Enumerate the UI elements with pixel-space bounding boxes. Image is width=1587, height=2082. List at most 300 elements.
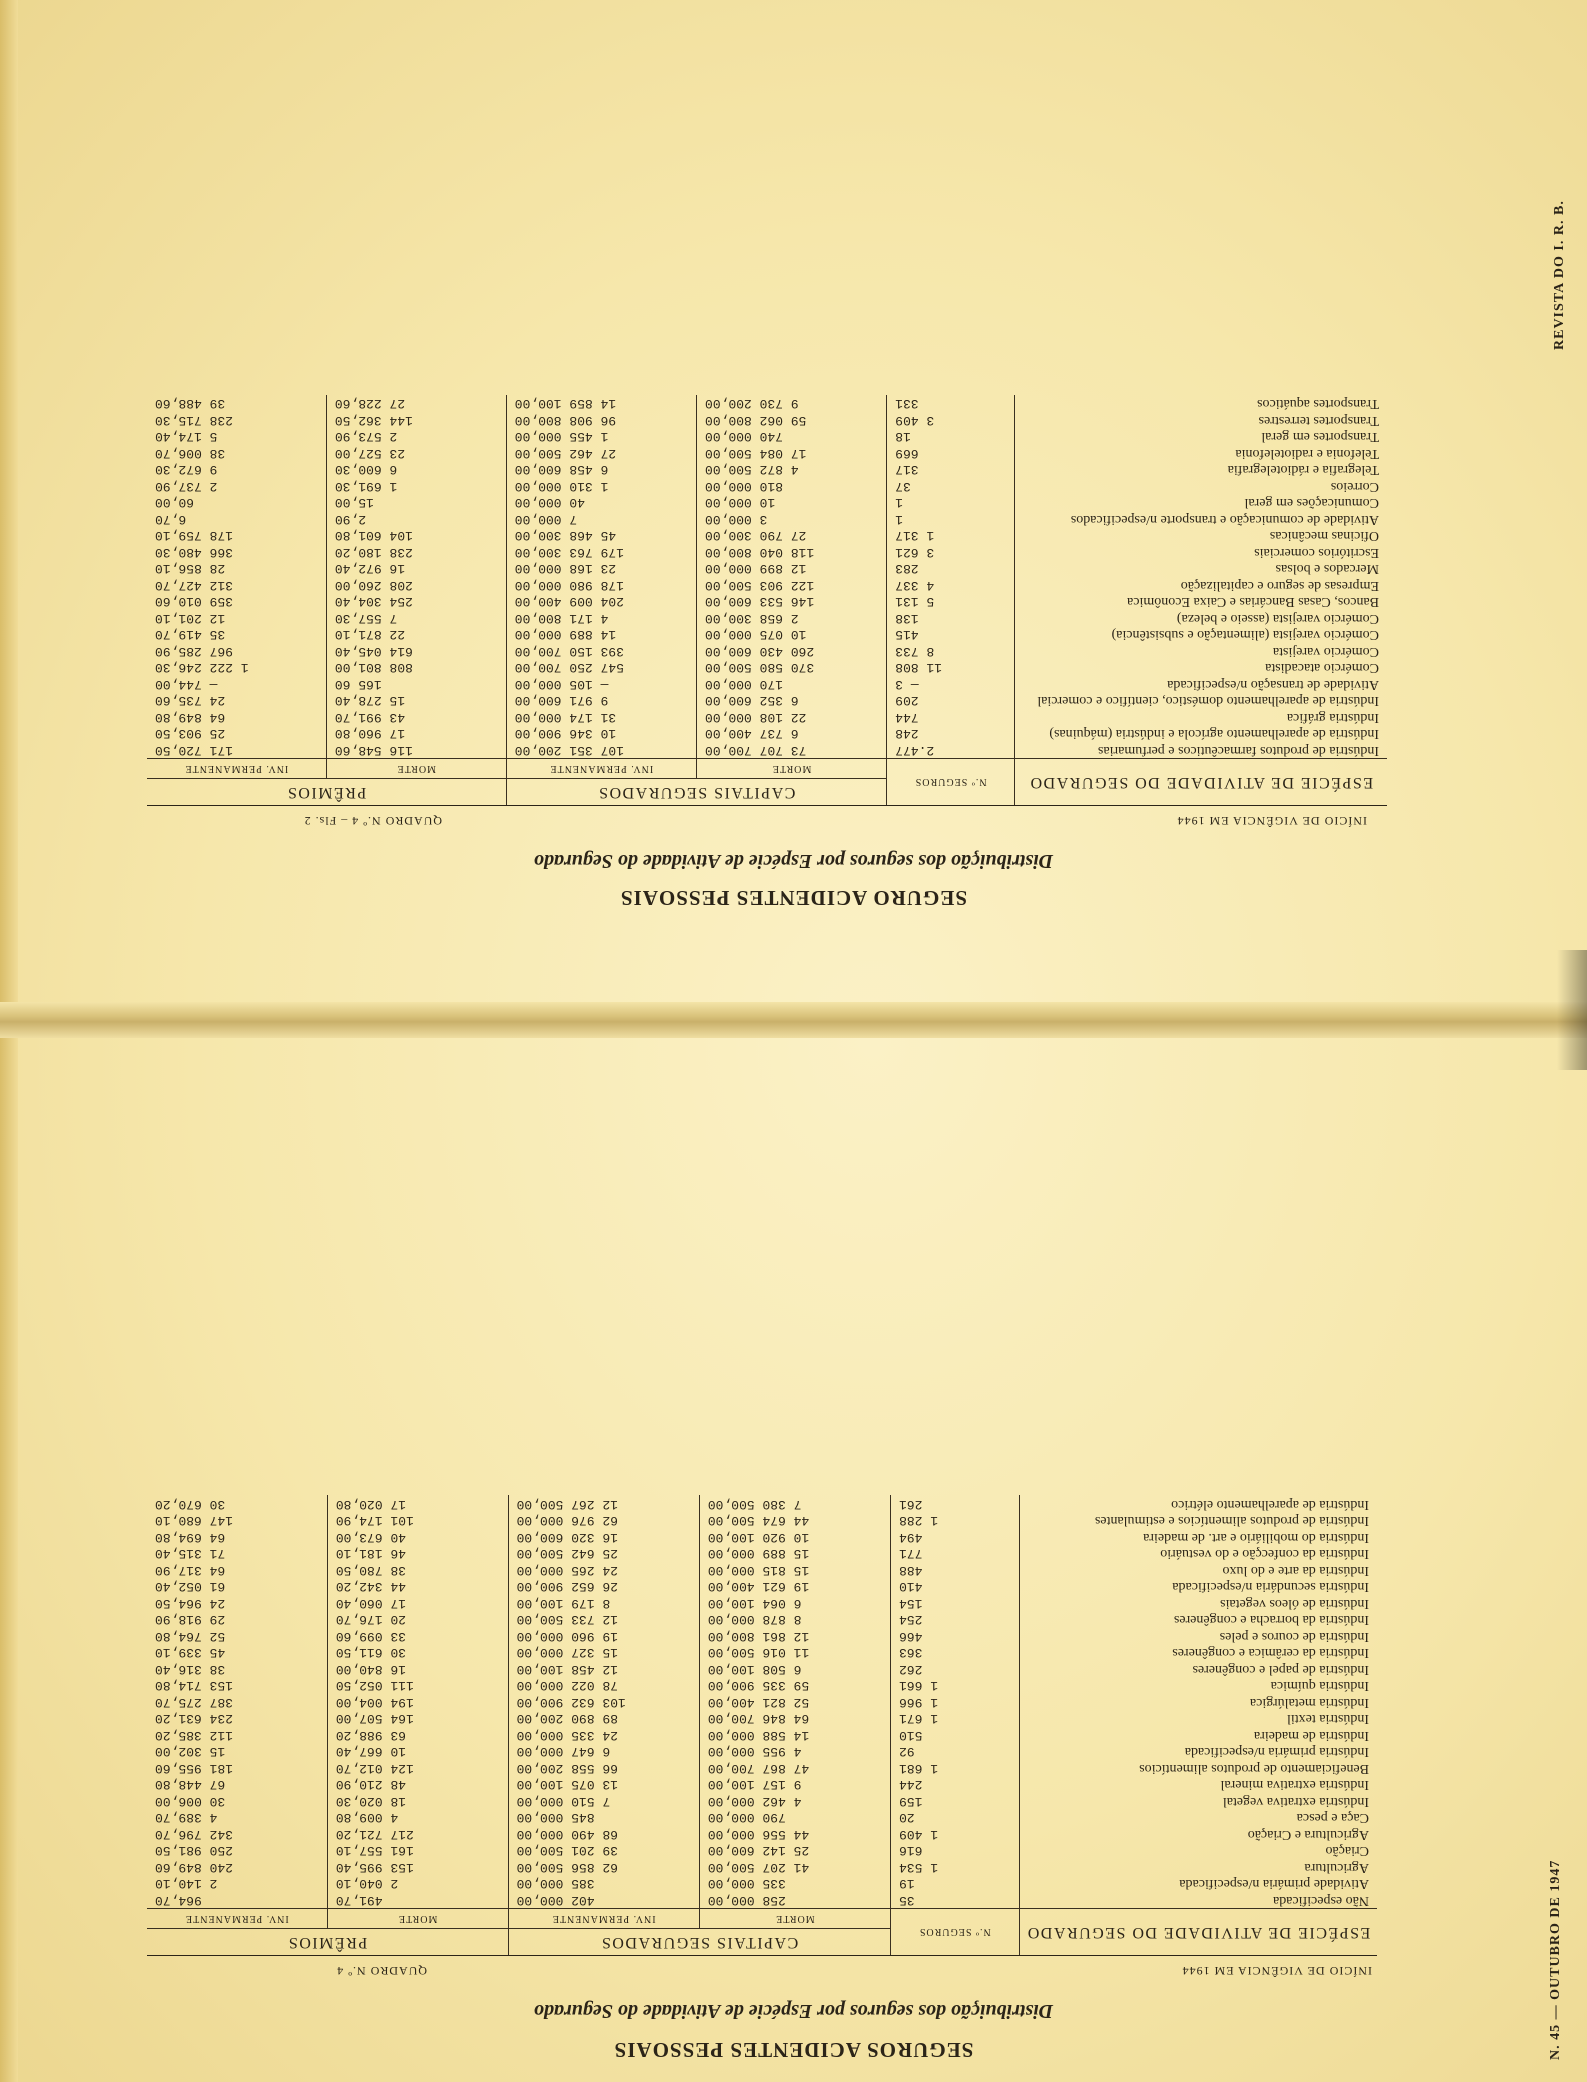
table-cell-cap-morte: 64 846 700,00 xyxy=(699,1710,890,1727)
table-cell-pr-morte: 1 691,30 xyxy=(326,478,506,495)
table-cell-cap-morte: 790 000,00 xyxy=(699,1809,890,1826)
table-cell-n: 35 xyxy=(891,1892,1020,1909)
table-cell-cap-inv: 26 652 900,00 xyxy=(508,1578,699,1595)
table-cell-pr-inv: 39 488,60 xyxy=(147,395,326,412)
col-header-morte: MORTE xyxy=(327,1909,508,1929)
table-row xyxy=(147,1710,1377,1727)
quadro-label: QUADRO N.º 4 – Fls. 2 xyxy=(303,814,442,828)
table-cell-name: Indústria de papel e congêneres xyxy=(1192,1662,1369,1677)
table-row xyxy=(147,1892,1377,1909)
table-cell-name: Indústria de óleos vegetais xyxy=(1220,1596,1369,1611)
table-row xyxy=(147,1793,1377,1810)
table-cell-pr-morte: 614 045,40 xyxy=(326,643,506,660)
table-cell-name: Indústria secundária n/especificada xyxy=(1172,1579,1369,1595)
table-cell-n: 262 xyxy=(891,1661,1020,1678)
table-cell-cap-morte: 11 016 500,00 xyxy=(699,1644,890,1661)
page-title: SEGUROS ACIDENTES PESSOAIS xyxy=(613,2038,974,2062)
table-cell-cap-inv: 62 856 500,00 xyxy=(508,1859,699,1876)
table-cell-cap-morte: 6 064 100,00 xyxy=(699,1595,890,1612)
table-cell-n: 4 337 xyxy=(887,577,1015,594)
table-cell-cap-inv: 15 327 000,00 xyxy=(508,1644,699,1661)
table-cell-pr-inv: 64 849,80 xyxy=(147,709,326,726)
table-cell-n: 744 xyxy=(887,709,1015,726)
table-cell-pr-inv: 964,70 xyxy=(147,1892,327,1909)
table-row xyxy=(147,1842,1377,1859)
table-cell-cap-inv: 178 980 000,00 xyxy=(506,577,696,594)
table-cell-name: Beneficiamento de produtos alimentícios xyxy=(1139,1761,1369,1776)
table-row xyxy=(147,428,1387,445)
col-header-n-seguros: N.º SEGUROS xyxy=(887,759,1015,806)
table-cell-cap-inv: 19 960 000,00 xyxy=(508,1628,699,1645)
book-gutter xyxy=(0,1002,1587,1038)
table-cell-cap-morte: 44 556 000,00 xyxy=(699,1826,890,1843)
table-body xyxy=(147,395,1387,759)
table-row xyxy=(147,692,1387,709)
table-row xyxy=(147,412,1387,429)
table-cell-n: 1 317 xyxy=(887,527,1015,544)
table-row xyxy=(147,1595,1377,1612)
table-cell-pr-inv: 147 680,10 xyxy=(147,1512,327,1529)
table-cell-n: 3 621 xyxy=(887,544,1015,561)
table-row xyxy=(147,527,1387,544)
table-cell-cap-morte: 22 108 000,00 xyxy=(696,709,886,726)
table-cell-cap-inv: — 105 000,00 xyxy=(506,676,696,693)
table-cell-cap-inv: 204 009 400,00 xyxy=(506,593,696,610)
table-cell-cap-inv: 16 320 600,00 xyxy=(508,1529,699,1546)
table-cell-name: Indústria primária n/especificada xyxy=(1184,1744,1369,1760)
table-cell-n: 1 681 xyxy=(891,1760,1020,1777)
table-cell-name: Escritórios comerciais xyxy=(1254,545,1379,560)
table-cell-pr-morte: 165 60 xyxy=(326,676,506,693)
table-row xyxy=(147,511,1387,528)
table-row xyxy=(147,560,1387,577)
table-cell-name: Indústria de aparelhamento elétrico xyxy=(1171,1497,1369,1512)
table-cell-pr-morte: 208 260,00 xyxy=(326,577,506,594)
table-cell-cap-morte: 73 707 700,00 xyxy=(696,742,886,759)
table-cell-pr-morte: 491,70 xyxy=(327,1892,508,1909)
table-cell-n: 317 xyxy=(887,461,1015,478)
table-cell-pr-inv: 250 981,50 xyxy=(147,1842,327,1859)
table-cell-pr-inv: 45 339,10 xyxy=(147,1644,327,1661)
table-cell-name: Comunicações em geral xyxy=(1244,495,1379,511)
table-cell-cap-morte: 10 000,00 xyxy=(696,494,886,511)
table-cell-pr-morte: 104 601,80 xyxy=(326,527,506,544)
table-cell-pr-inv: 240 849,60 xyxy=(147,1859,327,1876)
table-cell-name: Não especificada xyxy=(1273,1893,1369,1908)
page-subtitle: Distribuição dos seguros por Espécie de Atividade do Segurado xyxy=(533,2000,1054,2022)
table-cell-pr-inv: 234 631,20 xyxy=(147,1710,327,1727)
table-cell-pr-morte: 194 004,00 xyxy=(327,1694,508,1711)
table-cell-pr-inv: 30 006,00 xyxy=(147,1793,327,1810)
table-cell-pr-morte: 238 180,20 xyxy=(326,544,506,561)
table-cell-n: 2.477 xyxy=(887,742,1015,759)
table-cell-pr-inv: 171 720,50 xyxy=(147,742,326,759)
table-cell-pr-inv: 24 735,60 xyxy=(147,692,326,709)
table-cell-n: 11 808 xyxy=(887,659,1015,676)
table-cell-name: Indústria de madeira xyxy=(1253,1728,1369,1743)
table-cell-pr-morte: 217 721,20 xyxy=(327,1826,508,1843)
table-cell-pr-morte: 27 228,60 xyxy=(326,395,506,412)
table-row xyxy=(147,643,1387,660)
table-cell-cap-inv: 78 022 000,00 xyxy=(508,1677,699,1694)
table-cell-cap-morte: 19 621 400,00 xyxy=(699,1578,890,1595)
running-head-issue: N. 45 — OUTUBRO DE 1947 xyxy=(1548,1859,1563,2060)
table-row xyxy=(147,1760,1377,1777)
table-cell-pr-morte: 23 527,00 xyxy=(326,445,506,462)
table-cell-cap-morte: 6 508 100,00 xyxy=(699,1661,890,1678)
table-cell-cap-morte: 8 878 000,00 xyxy=(699,1611,890,1628)
table-cell-pr-morte: 2,90 xyxy=(326,511,506,528)
table-cell-cap-inv: 4 171 800,00 xyxy=(506,610,696,627)
table-cell-pr-morte: 40 673,00 xyxy=(327,1529,508,1546)
table-cell-pr-morte: 17 020,80 xyxy=(327,1496,508,1513)
table-cell-pr-inv: 38 316,40 xyxy=(147,1661,327,1678)
page-title: SEGURO ACIDENTES PESSOAIS xyxy=(619,886,968,910)
table-cell-cap-inv: 31 174 000,00 xyxy=(506,709,696,726)
table-cell-pr-inv: 64 317,90 xyxy=(147,1562,327,1579)
vigencia-label: INÍCIO DE VIGÊNCIA EM 1944 xyxy=(1176,814,1367,828)
table-cell-n: 488 xyxy=(891,1562,1020,1579)
table-cell-pr-inv: 238 715,30 xyxy=(147,412,326,429)
table-cell-cap-morte: 59 335 900,00 xyxy=(699,1677,890,1694)
table-cell-name: Indústria extrativa vegetal xyxy=(1222,1794,1369,1809)
table-cell-n: 1 534 xyxy=(891,1859,1020,1876)
table-cell-cap-morte: 260 430 600,00 xyxy=(696,643,886,660)
table-cell-pr-inv: 60,00 xyxy=(147,494,326,511)
table-cell-n: 1 288 xyxy=(891,1512,1020,1529)
table-cell-pr-inv: 24 964,50 xyxy=(147,1595,327,1612)
table-cell-name: Indústria da cerâmica e congêneres xyxy=(1172,1645,1369,1661)
page-subtitle: Distribuição dos seguros por Espécie de Atividade do Segurado xyxy=(533,850,1054,872)
table-cell-cap-morte: 41 207 500,00 xyxy=(699,1859,890,1876)
table-row xyxy=(147,709,1387,726)
table-cell-pr-morte: 20 176,70 xyxy=(327,1611,508,1628)
table-cell-n: 8 733 xyxy=(887,643,1015,660)
col-header-especie: ESPÉCIE DE ATIVIDADE DO SEGURADO xyxy=(1019,1909,1377,1956)
table-cell-cap-morte: 4 462 000,00 xyxy=(699,1793,890,1810)
table-row xyxy=(147,1809,1377,1826)
table-cell-cap-morte: 10 920 100,00 xyxy=(699,1529,890,1546)
table-cell-pr-morte: 7 557,30 xyxy=(326,610,506,627)
table-cell-cap-inv: 96 908 800,00 xyxy=(506,412,696,429)
table-cell-pr-inv: 342 796,70 xyxy=(147,1826,327,1843)
data-table xyxy=(147,395,1387,806)
table-cell-cap-morte: 118 040 800,00 xyxy=(696,544,886,561)
table-cell-pr-inv: 15 302,00 xyxy=(147,1743,327,1760)
table-cell-name: Caça e pesca xyxy=(1296,1810,1369,1826)
col-header-premios: PRÊMIOS xyxy=(147,779,506,806)
table-cell-pr-inv: — 744,00 xyxy=(147,676,326,693)
table-cell-cap-inv: 66 558 200,00 xyxy=(508,1760,699,1777)
table-cell-cap-morte: 15 889 000,00 xyxy=(699,1545,890,1562)
table-cell-pr-inv: 9 672,30 xyxy=(147,461,326,478)
table-row xyxy=(147,676,1387,693)
table-cell-cap-inv: 12 733 500,00 xyxy=(508,1611,699,1628)
table-cell-n: 3 409 xyxy=(887,412,1015,429)
table-cell-pr-morte: 22 871,10 xyxy=(326,626,506,643)
table-cell-pr-morte: 111 052,50 xyxy=(327,1677,508,1694)
table-cell-pr-inv: 112 385,20 xyxy=(147,1727,327,1744)
table-cell-name: Empresas de seguro e capitalização xyxy=(1180,578,1379,593)
table-cell-cap-morte: 4 955 000,00 xyxy=(699,1743,890,1760)
table-cell-pr-morte: 15,00 xyxy=(326,494,506,511)
table-cell-n: 415 xyxy=(887,626,1015,643)
table-cell-cap-inv: 1 455 000,00 xyxy=(506,428,696,445)
table-cell-cap-inv: 62 976 000,00 xyxy=(508,1512,699,1529)
table-cell-cap-inv: 402 000,00 xyxy=(508,1892,699,1909)
table-row xyxy=(147,461,1387,478)
table-cell-cap-inv: 107 351 200,00 xyxy=(506,742,696,759)
table-cell-cap-morte: 9 730 200,00 xyxy=(696,395,886,412)
page-top xyxy=(0,0,1587,1000)
table-cell-n: 616 xyxy=(891,1842,1020,1859)
col-header-especie: ESPÉCIE DE ATIVIDADE DO SEGURADO xyxy=(1015,759,1387,806)
table-cell-cap-inv: 24 335 000,00 xyxy=(508,1727,699,1744)
table-row xyxy=(147,1496,1377,1513)
table-cell-cap-morte: 3 000,00 xyxy=(696,511,886,528)
table-cell-pr-morte: 254 304,40 xyxy=(326,593,506,610)
table-cell-pr-morte: 164 507,00 xyxy=(327,1710,508,1727)
table-cell-n: 510 xyxy=(891,1727,1020,1744)
table-cell-n: 5 131 xyxy=(887,593,1015,610)
table-cell-cap-inv: 68 490 000,00 xyxy=(508,1826,699,1843)
table-cell-name: Comércio varejista xyxy=(1272,644,1379,659)
table-cell-cap-inv: 7 510 000,00 xyxy=(508,1793,699,1810)
table-cell-cap-morte: 258 000,00 xyxy=(699,1892,890,1909)
col-header-morte: MORTE xyxy=(696,759,886,779)
table-cell-cap-morte: 44 674 500,00 xyxy=(699,1512,890,1529)
table-row xyxy=(147,577,1387,594)
table-cell-name: Indústria de produtos farmacêuticos e perfumarias xyxy=(1097,743,1379,758)
table-cell-cap-inv: 393 150 700,00 xyxy=(506,643,696,660)
table-cell-pr-inv: 181 955,60 xyxy=(147,1760,327,1777)
table-cell-pr-morte: 124 012,70 xyxy=(327,1760,508,1777)
table-cell-cap-inv: 845 000,00 xyxy=(508,1809,699,1826)
col-header-inv-perm: INV. PERMANENTE xyxy=(147,1909,327,1929)
table-cell-pr-morte: 63 988,20 xyxy=(327,1727,508,1744)
table-cell-pr-morte: 161 557,10 xyxy=(327,1842,508,1859)
table-cell-n: 494 xyxy=(891,1529,1020,1546)
table-row xyxy=(147,1529,1377,1546)
table-cell-pr-morte: 33 099,60 xyxy=(327,1628,508,1645)
table-cell-name: Indústria de aparelhamento doméstico, científico e comercial xyxy=(1037,693,1379,709)
page-bottom-rotated xyxy=(0,1040,1587,2082)
col-header-morte: MORTE xyxy=(326,759,506,779)
table-cell-name: Bancos, Casas Bancárias e Caixa Econômica xyxy=(1127,594,1379,610)
table-cell-n: 154 xyxy=(891,1595,1020,1612)
table-cell-pr-inv: 28 856,10 xyxy=(147,560,326,577)
table-row xyxy=(147,626,1387,643)
table-cell-name: Mercados e bolsas xyxy=(1275,561,1379,577)
table-cell-cap-morte: 52 821 400,00 xyxy=(699,1694,890,1711)
table-cell-cap-morte: 25 142 600,00 xyxy=(699,1842,890,1859)
table-cell-pr-inv: 153 714,80 xyxy=(147,1677,327,1694)
table-cell-name: Indústria de aparelhamento agrícola e indústria (máquinas) xyxy=(1049,726,1379,742)
table-row xyxy=(147,1677,1377,1694)
table-cell-name: Comércio atacadista xyxy=(1265,660,1379,676)
table-cell-cap-morte: 740 000,00 xyxy=(696,428,886,445)
table-cell-cap-morte: 810 000,00 xyxy=(696,478,886,495)
table-cell-n: 1 671 xyxy=(891,1710,1020,1727)
table-cell-cap-morte: 15 815 000,00 xyxy=(699,1562,890,1579)
table-row xyxy=(147,593,1387,610)
table-cell-cap-morte: 370 580 500,00 xyxy=(696,659,886,676)
table-cell-cap-morte: 47 867 700,00 xyxy=(699,1760,890,1777)
table-row xyxy=(147,445,1387,462)
col-header-premios: PRÊMIOS xyxy=(147,1929,508,1956)
table-cell-cap-morte: 9 157 100,00 xyxy=(699,1776,890,1793)
table-cell-cap-morte: 12 899 000,00 xyxy=(696,560,886,577)
table-cell-n: 1 xyxy=(887,494,1015,511)
table-cell-cap-morte: 2 658 300,00 xyxy=(696,610,886,627)
table-cell-pr-morte: 15 278,40 xyxy=(326,692,506,709)
col-header-capitais: CAPITAIS SEGURADOS xyxy=(508,1929,890,1956)
table-cell-name: Indústria do mobiliário e art. de madeira xyxy=(1143,1530,1369,1545)
table-row xyxy=(147,1562,1377,1579)
table-row xyxy=(147,494,1387,511)
table-cell-name: Indústria extrativa mineral xyxy=(1220,1777,1369,1793)
table-row xyxy=(147,1859,1377,1876)
table-cell-pr-inv: 312 427,70 xyxy=(147,577,326,594)
table-cell-pr-morte: 16 840,00 xyxy=(327,1661,508,1678)
table-cell-cap-inv: 9 971 600,00 xyxy=(506,692,696,709)
table-cell-name: Transportes aquáticos xyxy=(1257,396,1379,412)
table-cell-n: 244 xyxy=(891,1776,1020,1793)
running-head-journal: REVISTA DO I. R. B. xyxy=(1552,200,1567,350)
table-cell-pr-inv: 2 140,10 xyxy=(147,1875,327,1892)
table-cell-pr-morte: 38 780,50 xyxy=(327,1562,508,1579)
table-row xyxy=(147,1727,1377,1744)
table-row xyxy=(147,1644,1377,1661)
table-cell-n: 37 xyxy=(887,478,1015,495)
table-row xyxy=(147,1875,1377,1892)
table-cell-n: 1 661 xyxy=(891,1677,1020,1694)
table-cell-pr-inv: 6,70 xyxy=(147,511,326,528)
table-cell-name: Atividade primária n/especificada xyxy=(1179,1876,1369,1892)
table-cell-cap-inv: 24 265 000,00 xyxy=(508,1562,699,1579)
table-cell-pr-morte: 144 362,50 xyxy=(326,412,506,429)
table-cell-pr-morte: 43 991,70 xyxy=(326,709,506,726)
col-header-morte: MORTE xyxy=(699,1909,890,1929)
table-cell-cap-inv: 12 267 500,00 xyxy=(508,1496,699,1513)
table-cell-cap-morte: 4 872 500,00 xyxy=(696,461,886,478)
table-row xyxy=(147,1628,1377,1645)
quadro-label: QUADRO N.º 4 xyxy=(336,1964,427,1978)
table-cell-name: Atividade de transação n/especificada xyxy=(1167,677,1379,692)
table-row xyxy=(147,725,1387,742)
table-cell-n: 283 xyxy=(887,560,1015,577)
table-cell-n: 1 xyxy=(887,511,1015,528)
table-row xyxy=(147,1545,1377,1562)
table-cell-n: 261 xyxy=(891,1496,1020,1513)
table-row xyxy=(147,395,1387,412)
table-cell-n: 410 xyxy=(891,1578,1020,1595)
table-cell-name: Indústria da borracha e congêneres xyxy=(1173,1612,1369,1628)
table-cell-name: Atividade de comunicação e transporte n/especificados xyxy=(1070,512,1379,527)
page-top-rotated xyxy=(0,0,1587,1000)
table-cell-pr-morte: 46 181,10 xyxy=(327,1545,508,1562)
col-header-inv-perm: INV. PERMANENTE xyxy=(508,1909,699,1929)
table-cell-pr-inv: 35 419,70 xyxy=(147,626,326,643)
table-cell-cap-morte: 146 533 600,00 xyxy=(696,593,886,610)
page-bottom xyxy=(0,1040,1587,2082)
table-cell-pr-morte: 808 801,00 xyxy=(326,659,506,676)
table-cell-name: Criação xyxy=(1325,1843,1369,1859)
table-cell-pr-morte: 153 995,40 xyxy=(327,1859,508,1876)
table-row xyxy=(147,610,1387,627)
table-cell-name: Transportes em geral xyxy=(1261,429,1379,445)
table-cell-name: Indústria química xyxy=(1270,1678,1369,1694)
table-cell-pr-morte: 18 020,30 xyxy=(327,1793,508,1810)
table-row xyxy=(147,1512,1377,1529)
table-cell-pr-morte: 4 009,80 xyxy=(327,1809,508,1826)
table-cell-cap-morte: 17 084 500,00 xyxy=(696,445,886,462)
table-cell-n: 254 xyxy=(891,1611,1020,1628)
table-cell-n: 771 xyxy=(891,1545,1020,1562)
table-cell-cap-inv: 6 458 600,00 xyxy=(506,461,696,478)
table-cell-n: 331 xyxy=(887,395,1015,412)
table-cell-cap-inv: 12 458 100,00 xyxy=(508,1661,699,1678)
table-cell-pr-inv: 71 315,40 xyxy=(147,1545,327,1562)
table-cell-n: 92 xyxy=(891,1743,1020,1760)
table-cell-cap-morte: 14 588 000,00 xyxy=(699,1727,890,1744)
table-cell-pr-inv: 67 448,80 xyxy=(147,1776,327,1793)
table-cell-cap-inv: 14 859 100,00 xyxy=(506,395,696,412)
table-cell-name: Oficinas mecânicas xyxy=(1269,528,1379,544)
table-cell-cap-morte: 6 352 600,00 xyxy=(696,692,886,709)
table-cell-cap-morte: 27 790 300,00 xyxy=(696,527,886,544)
col-header-inv-perm: INV. PERMANENTE xyxy=(147,759,326,779)
table-cell-pr-inv: 2 737,90 xyxy=(147,478,326,495)
table-row xyxy=(147,544,1387,561)
table-cell-name: Indústria metalúrgica xyxy=(1249,1695,1369,1710)
table-cell-n: 248 xyxy=(887,725,1015,742)
col-header-inv-perm: INV. PERMANENTE xyxy=(506,759,696,779)
table-cell-cap-inv: 40 000,00 xyxy=(506,494,696,511)
table-cell-cap-inv: 6 647 000,00 xyxy=(508,1743,699,1760)
table-cell-cap-morte: 7 380 500,00 xyxy=(699,1496,890,1513)
table-cell-name: Indústria da arte e do luxo xyxy=(1222,1563,1369,1578)
table-row xyxy=(147,1578,1377,1595)
table-cell-pr-inv: 52 764,80 xyxy=(147,1628,327,1645)
table-cell-cap-inv: 1 310 000,00 xyxy=(506,478,696,495)
table-cell-cap-inv: 547 250 700,00 xyxy=(506,659,696,676)
table-row xyxy=(147,1694,1377,1711)
table-cell-cap-inv: 7 000,00 xyxy=(506,511,696,528)
table-cell-name: Indústria de produtos alimentícios e estimulantes xyxy=(1094,1513,1369,1529)
table-cell-name: Telefonia e radiotelefonia xyxy=(1235,446,1379,461)
table-cell-cap-inv: 8 179 100,00 xyxy=(508,1595,699,1612)
table-cell-cap-inv: 10 346 900,00 xyxy=(506,725,696,742)
table-cell-cap-morte: 170 000,00 xyxy=(696,676,886,693)
table-cell-n: 138 xyxy=(887,610,1015,627)
table-row xyxy=(147,1826,1377,1843)
table-cell-cap-inv: 39 201 500,00 xyxy=(508,1842,699,1859)
table-cell-pr-inv: 178 759,10 xyxy=(147,527,326,544)
table-cell-cap-inv: 13 075 100,00 xyxy=(508,1776,699,1793)
table-cell-cap-morte: 10 075 000,00 xyxy=(696,626,886,643)
table-cell-pr-morte: 2 040,10 xyxy=(327,1875,508,1892)
table-cell-pr-inv: 359 010,60 xyxy=(147,593,326,610)
table-cell-pr-inv: 1 222 246,30 xyxy=(147,659,326,676)
table-row xyxy=(147,1743,1377,1760)
table-cell-name: Correios xyxy=(1330,479,1379,494)
table-cell-pr-morte: 101 174,90 xyxy=(327,1512,508,1529)
table-cell-pr-inv: 387 275,70 xyxy=(147,1694,327,1711)
table-cell-cap-inv: 23 168 000,00 xyxy=(506,560,696,577)
table-cell-pr-inv: 25 903,50 xyxy=(147,725,326,742)
table-cell-pr-inv: 29 918,90 xyxy=(147,1611,327,1628)
